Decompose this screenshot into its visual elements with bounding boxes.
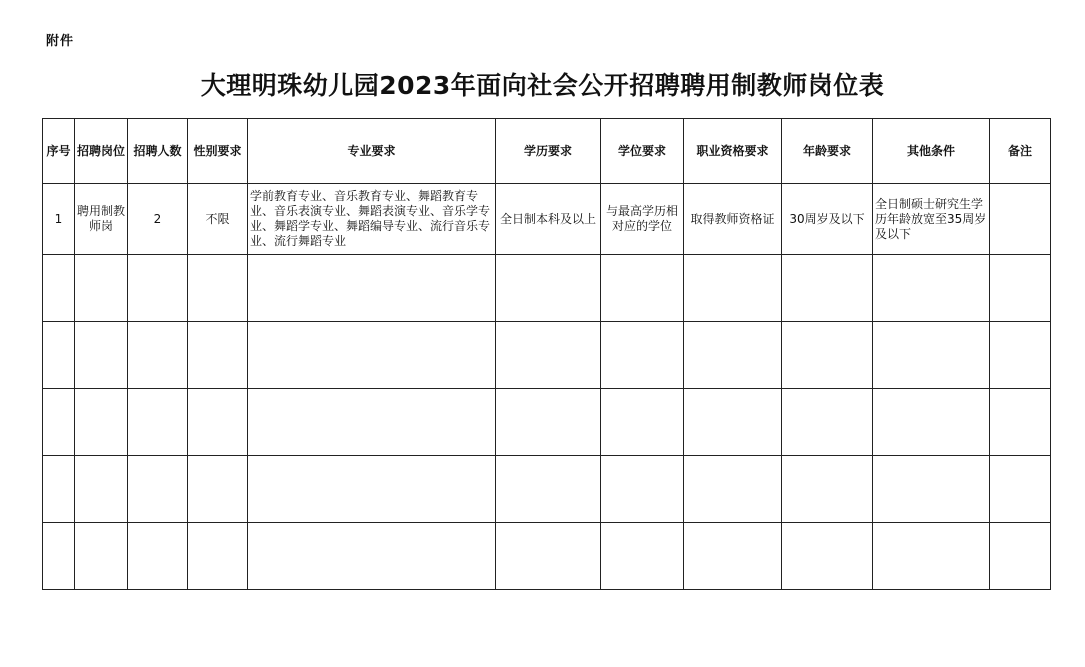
cell-qualification: 取得教师资格证 — [684, 184, 782, 255]
cell-age: 30周岁及以下 — [782, 184, 873, 255]
empty-cell — [75, 389, 128, 456]
empty-table-row — [43, 523, 1051, 590]
empty-cell — [873, 322, 990, 389]
header-count: 招聘人数 — [128, 119, 188, 184]
empty-cell — [43, 322, 75, 389]
empty-cell — [496, 389, 601, 456]
empty-cell — [990, 255, 1051, 322]
empty-cell — [128, 389, 188, 456]
empty-table-row — [43, 322, 1051, 389]
cell-gender: 不限 — [188, 184, 248, 255]
empty-cell — [188, 255, 248, 322]
cell-seq: 1 — [43, 184, 75, 255]
empty-cell — [188, 456, 248, 523]
empty-cell — [782, 456, 873, 523]
header-degree: 学位要求 — [601, 119, 684, 184]
empty-cell — [990, 523, 1051, 590]
header-age: 年龄要求 — [782, 119, 873, 184]
empty-table-row — [43, 456, 1051, 523]
table-header-row — [43, 119, 1051, 184]
empty-cell — [782, 523, 873, 590]
empty-cell — [601, 255, 684, 322]
cell-degree: 与最高学历相对应的学位 — [601, 184, 684, 255]
attachment-label: 附件 — [46, 34, 75, 49]
empty-cell — [601, 322, 684, 389]
empty-cell — [873, 456, 990, 523]
empty-cell — [496, 456, 601, 523]
empty-cell — [128, 523, 188, 590]
empty-cell — [873, 523, 990, 590]
empty-cell — [782, 389, 873, 456]
empty-cell — [128, 255, 188, 322]
empty-cell — [684, 523, 782, 590]
header-post: 招聘岗位 — [75, 119, 128, 184]
empty-table-row — [43, 389, 1051, 456]
empty-table-row — [43, 255, 1051, 322]
empty-cell — [684, 255, 782, 322]
empty-cell — [601, 523, 684, 590]
cell-count: 2 — [128, 184, 188, 255]
empty-cell — [990, 456, 1051, 523]
empty-cell — [601, 456, 684, 523]
empty-cell — [601, 389, 684, 456]
header-seq: 序号 — [43, 119, 75, 184]
empty-cell — [128, 456, 188, 523]
cell-major: 学前教育专业、音乐教育专业、舞蹈教育专业、音乐表演专业、舞蹈表演专业、音乐学专业、舞蹈学专业、舞蹈编导专业、流行音乐专业、流行舞蹈专业 — [248, 184, 496, 255]
empty-cell — [990, 322, 1051, 389]
empty-cell — [43, 255, 75, 322]
empty-cell — [990, 389, 1051, 456]
empty-cell — [496, 523, 601, 590]
recruitment-table — [42, 118, 1051, 590]
header-other: 其他条件 — [873, 119, 990, 184]
empty-cell — [782, 322, 873, 389]
empty-cell — [248, 456, 496, 523]
empty-cell — [496, 255, 601, 322]
empty-cell — [128, 322, 188, 389]
empty-cell — [496, 322, 601, 389]
empty-cell — [188, 523, 248, 590]
empty-cell — [75, 322, 128, 389]
empty-cell — [782, 255, 873, 322]
empty-cell — [873, 389, 990, 456]
empty-cell — [248, 255, 496, 322]
header-gender: 性别要求 — [188, 119, 248, 184]
header-qualification: 职业资格要求 — [684, 119, 782, 184]
cell-remarks — [990, 184, 1051, 255]
empty-cell — [43, 456, 75, 523]
empty-cell — [188, 322, 248, 389]
empty-cell — [684, 456, 782, 523]
cell-other: 全日制硕士研究生学历年龄放宽至35周岁及以下 — [873, 184, 990, 255]
header-remarks: 备注 — [990, 119, 1051, 184]
empty-cell — [75, 255, 128, 322]
cell-post: 聘用制教师岗 — [75, 184, 128, 255]
empty-cell — [684, 322, 782, 389]
empty-cell — [75, 456, 128, 523]
cell-education: 全日制本科及以上 — [496, 184, 601, 255]
table-row — [43, 184, 1051, 255]
page-title: 大理明珠幼儿园2023年面向社会公开招聘聘用制教师岗位表 — [200, 71, 885, 100]
empty-cell — [188, 389, 248, 456]
empty-cell — [248, 389, 496, 456]
header-education: 学历要求 — [496, 119, 601, 184]
header-major: 专业要求 — [248, 119, 496, 184]
empty-cell — [873, 255, 990, 322]
empty-cell — [75, 523, 128, 590]
empty-cell — [248, 322, 496, 389]
empty-cell — [43, 389, 75, 456]
empty-cell — [43, 523, 75, 590]
empty-cell — [684, 389, 782, 456]
empty-cell — [248, 523, 496, 590]
